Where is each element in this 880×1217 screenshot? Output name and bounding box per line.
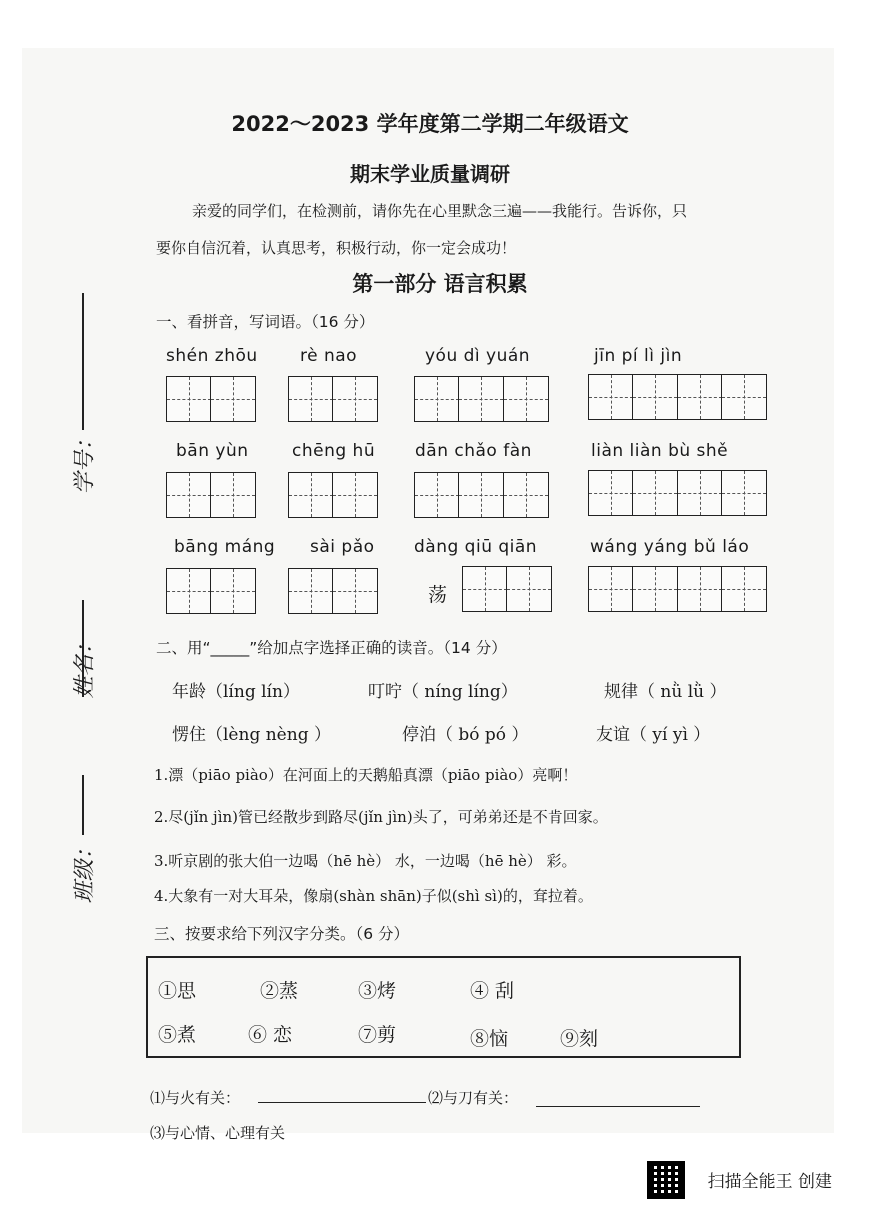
character-option: ⑥ 恋 (248, 1024, 293, 1046)
classify-q2-label: ⑵与刀有关： (428, 1089, 519, 1107)
section1-heading: 一、看拼音，写词语。（16 分） (156, 313, 375, 331)
section2-heading: 二、用“_____”给加点字选择正确的读音。（14 分） (156, 639, 507, 657)
writing-grid[interactable] (588, 566, 766, 612)
section3-heading: 三、按要求给下列汉字分类。（6 分） (154, 925, 410, 943)
writing-grid[interactable] (288, 568, 377, 614)
word-choice: 叮咛（ níng líng） (368, 682, 518, 702)
exam-title: 2022～2023 学年度第二学期二年级语文 (231, 112, 629, 136)
character-option: ①思 (158, 980, 197, 1002)
name-label: 姓名： (72, 632, 98, 699)
classify-q2-answer-line[interactable] (536, 1106, 700, 1107)
pinyin-label: dān chǎo fàn (415, 441, 532, 461)
character-option: ⑦剪 (358, 1024, 397, 1046)
intro-line-2: 要你自信沉着，认真思考，积极行动，你一定会成功！ (156, 239, 517, 257)
pinyin-label: rè nao (300, 346, 358, 366)
part-title: 第一部分 语言积累 (352, 272, 528, 296)
character-option: ④ 刮 (470, 980, 515, 1002)
writing-grid[interactable] (166, 568, 255, 614)
writing-grid[interactable] (588, 470, 766, 516)
word-choice: 友谊（ yí yì ） (596, 725, 711, 745)
sentence-2: 2.尽(jǐn jìn)管已经散步到路尽(jǐn jìn)头了，可弟弟还是不肯回家。 (154, 808, 608, 826)
character-option: ②蒸 (260, 980, 299, 1002)
exam-subtitle: 期末学业质量调研 (350, 162, 510, 186)
prefilled-character: 荡 (428, 584, 448, 606)
writing-grid[interactable] (288, 376, 377, 422)
pinyin-label: bān yùn (176, 441, 249, 461)
class-line (82, 775, 84, 835)
scanner-watermark: 扫描全能王 创建 (707, 1172, 832, 1192)
writing-grid[interactable] (588, 374, 766, 420)
seat-number-line (82, 293, 84, 430)
classify-q1-label: ⑴与火有关： (150, 1089, 241, 1107)
character-box (146, 956, 741, 1058)
character-option: ③烤 (358, 980, 397, 1002)
pinyin-label: yóu dì yuán (425, 346, 531, 366)
word-choice: 年龄（líng lín） (172, 682, 300, 702)
writing-grid[interactable] (462, 566, 551, 612)
sentence-1: 1.漂（piāo piào）在河面上的天鹅船真漂（piāo piào）亮啊！ (154, 766, 578, 784)
character-option: ⑨刻 (560, 1028, 599, 1050)
character-option: ⑧恼 (470, 1028, 509, 1050)
writing-grid[interactable] (166, 472, 255, 518)
classify-q3-label: ⑶与心情、心理有关 (150, 1124, 286, 1142)
pinyin-label: bāng máng (174, 537, 276, 557)
writing-grid[interactable] (414, 376, 547, 422)
classify-q1-answer-line[interactable] (258, 1102, 426, 1103)
pinyin-label: dàng qiū qiān (414, 537, 538, 557)
word-choice: 规律（ nǜ lǜ ） (604, 682, 727, 702)
class-label: 班级： (72, 837, 98, 904)
pinyin-label: liàn liàn bù shě (591, 441, 729, 461)
writing-grid[interactable] (414, 472, 547, 518)
pinyin-label: wáng yáng bǔ láo (590, 537, 750, 557)
pinyin-label: chēng hū (292, 441, 376, 461)
writing-grid[interactable] (288, 472, 377, 518)
pinyin-label: sài pǎo (310, 537, 375, 557)
writing-grid[interactable] (166, 376, 255, 422)
seat-number-label: 学号： (72, 428, 98, 495)
sentence-4: 4.大象有一对大耳朵，像扇(shàn shān)子似(shì sì)的，耷拉着。 (154, 887, 593, 905)
qr-code-icon (647, 1161, 685, 1199)
pinyin-label: shén zhōu (166, 346, 258, 366)
word-choice: 愣住（lèng nèng ） (172, 725, 331, 745)
pinyin-label: jīn pí lì jìn (594, 346, 683, 366)
word-choice: 停泊（ bó pó ） (402, 725, 529, 745)
sentence-3: 3.听京剧的张大伯一边喝（hē hè） 水，一边喝（hē hè） 彩。 (154, 852, 577, 870)
character-option: ⑤煮 (158, 1024, 197, 1046)
intro-line-1: 亲爱的同学们，在检测前，请你先在心里默念三遍——我能行。告诉你，只 (192, 202, 688, 220)
